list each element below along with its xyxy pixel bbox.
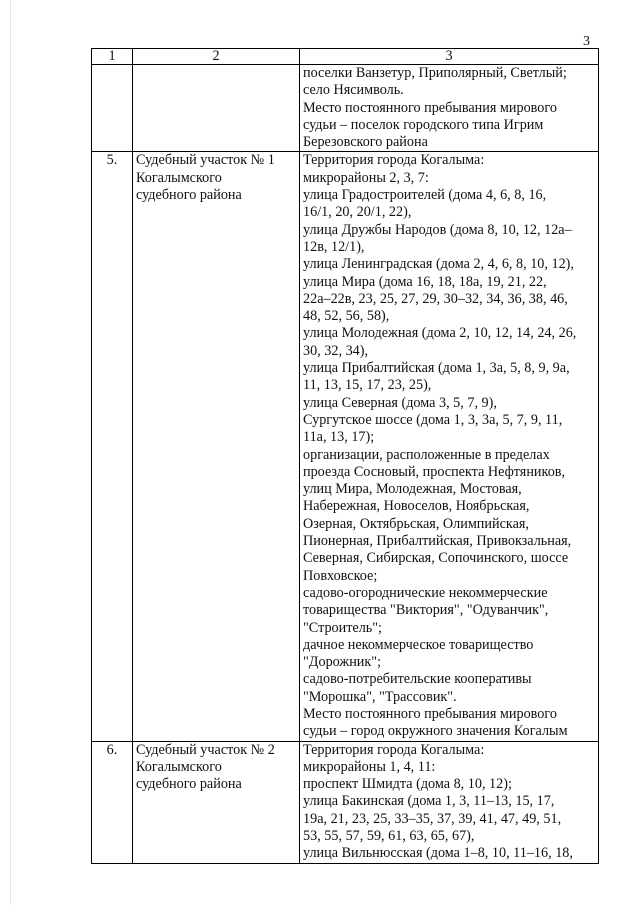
territory-line: микрорайоны 2, 3, 7:	[303, 169, 429, 186]
table-row	[92, 65, 599, 152]
territory-line: Повховское;	[303, 567, 378, 584]
table-body	[92, 65, 599, 864]
territory-line: садово-потребительские кооперативы	[303, 671, 532, 688]
territory-line: улица Дружбы Народов (дома 8, 10, 12, 12а–	[303, 221, 572, 238]
territory-cell	[300, 65, 599, 152]
territory-line: 12в, 12/1),	[303, 238, 365, 255]
territory-line: судьи – город окружного значения Когалым	[303, 723, 568, 740]
court-district-cell	[133, 65, 300, 152]
territory-line: Место постоянного пребывания мирового	[303, 705, 557, 722]
territory-line: "Дорожник";	[303, 654, 382, 671]
territory-line: улица Северная (дома 3, 5, 7, 9),	[303, 394, 497, 411]
court-districts-table	[91, 48, 599, 864]
territory-line: проезда Сосновый, проспекта Нефтяников,	[303, 463, 566, 480]
table-row	[92, 152, 599, 741]
court-district-line: Судебный участок № 2	[136, 741, 275, 758]
territory-line: судьи – поселок городского типа Игрим	[303, 116, 544, 133]
territory-line: 53, 55, 57, 59, 61, 63, 65, 67),	[303, 828, 475, 845]
territory-line: улица Молодежная (дома 2, 10, 12, 14, 24, 26,	[303, 325, 577, 342]
header-col-2: 2	[133, 49, 300, 65]
territory-line: улица Бакинская (дома 1, 3, 11–13, 15, 17,	[303, 793, 555, 810]
territory-line: улица Мира (дома 16, 18, 18а, 19, 21, 22,	[303, 273, 547, 290]
court-district-line: Судебный участок № 1	[136, 152, 275, 169]
territory-cell	[300, 152, 599, 741]
territory-line: Набережная, Новоселов, Ноябрьская,	[303, 498, 530, 515]
territory-line: Северная, Сибирская, Сопочинского, шоссе	[303, 550, 569, 567]
territory-cell	[300, 741, 599, 863]
territory-line: "Строитель";	[303, 619, 383, 636]
court-district-line: Когалымского	[136, 169, 222, 186]
scan-edge-shadow	[10, 0, 11, 905]
territory-line: Сургутское шоссе (дома 1, 3, 3а, 5, 7, 9, 11,	[303, 411, 563, 428]
territory-line: поселки Ванзетур, Приполярный, Светлый;	[303, 65, 567, 81]
row-number	[92, 65, 133, 152]
territory-line: Березовского района	[303, 134, 428, 151]
header-col-3: 3	[300, 49, 599, 65]
territory-line: улица Прибалтийская (дома 1, 3а, 5, 8, 9, 9а,	[303, 360, 570, 377]
court-district-line: Когалымского	[136, 758, 222, 775]
territory-line: 19а, 21, 23, 25, 33–35, 37, 39, 41, 47, 49, 51,	[303, 810, 562, 827]
territory-line: микрорайоны 1, 4, 11:	[303, 758, 436, 775]
territory-line: "Морошка", "Трассовик".	[303, 688, 457, 705]
territory-line: Территория города Когалыма:	[303, 152, 485, 169]
court-district-cell	[133, 741, 300, 863]
row-number: 6.	[92, 741, 133, 863]
territory-line: Пионерная, Прибалтийская, Привокзальная,	[303, 533, 572, 550]
table-header-row	[92, 49, 599, 65]
table-row	[92, 741, 599, 863]
territory-line: 30, 32, 34),	[303, 342, 369, 359]
territory-line: 11а, 13, 17);	[303, 429, 375, 446]
territory-line: Озерная, Октябрьская, Олимпийская,	[303, 515, 529, 532]
court-district-line: судебного района	[136, 776, 242, 793]
territory-line: улиц Мира, Молодежная, Мостовая,	[303, 481, 522, 498]
territory-line: улица Градостроителей (дома 4, 6, 8, 16,	[303, 187, 547, 204]
territory-line: 48, 52, 56, 58),	[303, 308, 390, 325]
territory-line: 22а–22в, 23, 25, 27, 29, 30–32, 34, 36, 38, 46,	[303, 290, 568, 307]
territory-line: дачное некоммерческое товарищество	[303, 636, 534, 653]
territory-line: улица Вильнюсская (дома 1–8, 10, 11–16, 18,	[303, 845, 573, 862]
row-number: 5.	[92, 152, 133, 741]
territory-line: Место постоянного пребывания мирового	[303, 99, 557, 116]
territory-line: 16/1, 20, 20/1, 22),	[303, 204, 412, 221]
territory-line: организации, расположенные в пределах	[303, 446, 550, 463]
territory-line: товарищества "Виктория", "Одуванчик",	[303, 602, 549, 619]
territory-line: садово-огороднические некоммерческие	[303, 584, 548, 601]
territory-line: улица Ленинградская (дома 2, 4, 6, 8, 10, 12),	[303, 256, 574, 273]
court-district-line: судебного района	[136, 187, 242, 204]
territory-line: 11, 13, 15, 17, 23, 25),	[303, 377, 432, 394]
territory-line: село Нясимволь.	[303, 82, 404, 99]
territory-line: Территория города Когалыма:	[303, 741, 485, 758]
court-district-cell	[133, 152, 300, 741]
territory-line: проспект Шмидта (дома 8, 10, 12);	[303, 776, 512, 793]
page-number: 3	[583, 34, 590, 49]
header-col-1: 1	[92, 49, 133, 65]
